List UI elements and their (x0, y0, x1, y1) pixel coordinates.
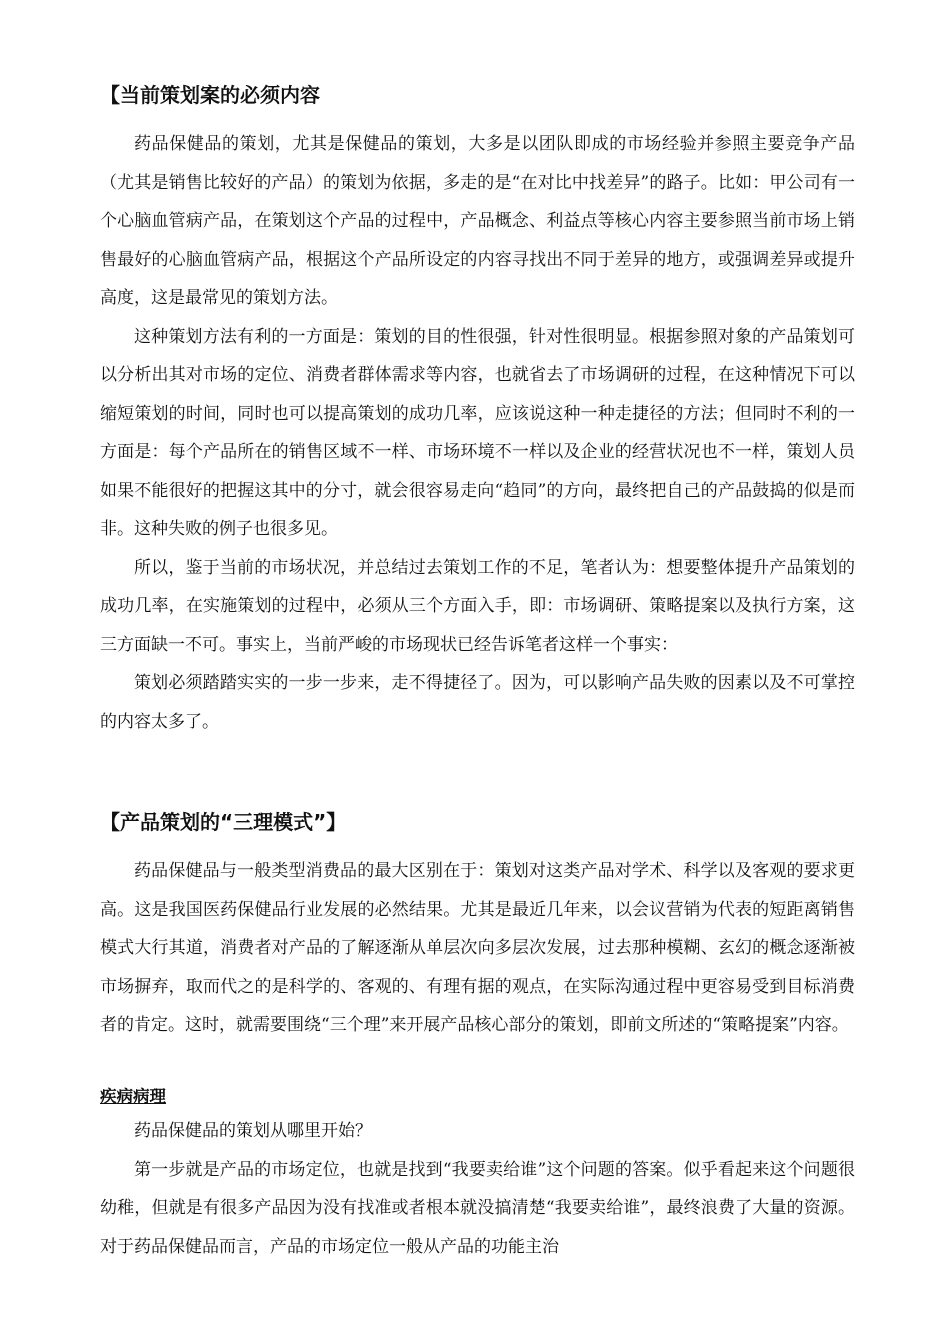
paragraph: 药品保健品与一般类型消费品的最大区别在于：策划对这类产品对学术、科学以及客观的要求更高。这是我国医药保健品行业发展的必然结果。尤其是最近几年来，以会议营销为代表的短距离销售模式大行其道，消费者对产品的了解逐渐从单层次向多层次发展，过去那种模糊、玄幻的概念逐渐被市场摒弃，取而代之的是科学的、客观的、有理有据的观点，在实际沟通过程中更容易受到目标消费者的肯定。这时，就需要围绕“三个理”来开展产品核心部分的策划，即前文所述的“策略提案”内容。 (100, 861, 855, 1035)
paragraph: 策划必须踏踏实实的一步一步来，走不得捷径了。因为，可以影响产品失败的因素以及不可掌控的内容太多了。 (100, 673, 855, 732)
section-heading-required-content: 【当前策划案的必须内容 (100, 83, 320, 107)
paragraph: 药品保健品的策划，尤其是保健品的策划，大多是以团队即成的市场经验并参照主要竞争产品（尤其是销售比较好的产品）的策划为依据，多走的是“在对比中找差异”的路子。比如：甲公司有一个心脑血管病产品，在策划这个产品的过程中，产品概念、利益点等核心内容主要参照当前市场上销售最好的心脑血管病产品，根据这个产品所设定的内容寻找出不同于差异的地方，或强调差异或提升高度，这是最常见的策划方法。 (100, 134, 855, 308)
paragraph: 这种策划方法有利的一方面是：策划的目的性很强，针对性很明显。根据参照对象的产品策划可以分析出其对市场的定位、消费者群体需求等内容，也就省去了市场调研的过程，在这种情况下可以缩短策划的时间，同时也可以提高策划的成功几率，应该说这种一种走捷径的方法；但同时不利的一方面是：每个产品所在的销售区域不一样、市场环境不一样以及企业的经营状况也不一样，策划人员如果不能很好的把握这其中的分寸，就会很容易走向“趋同”的方向，最终把自己的产品鼓捣的似是而非。这种失败的例子也很多见。 (100, 326, 855, 539)
section-body-required-content (100, 125, 855, 741)
subheading-disease-pathology: 疾病病理 (100, 1087, 166, 1106)
section-body-three-principles (100, 852, 855, 1045)
section-heading-three-principles: 【产品策划的“三理模式”】 (100, 810, 347, 834)
paragraph: 药品保健品的策划从哪里开始？ (134, 1121, 372, 1141)
paragraph: 所以，鉴于当前的市场状况，并总结过去策划工作的不足，笔者认为：想要整体提升产品策划的成功几率，在实施策划的过程中，必须从三个方面入手，即：市场调研、策略提案以及执行方案，这三方面缺一不可。事实上，当前严峻的市场现状已经告诉笔者这样一个事实： (100, 557, 855, 655)
paragraph: 第一步就是产品的市场定位，也就是找到“我要卖给谁”这个问题的答案。似乎看起来这个问题很幼稚，但就是有很多产品因为没有找准或者根本就没搞清楚“我要卖给谁”，最终浪费了大量的资源。对于药品保健品而言，产品的市场定位一般从产品的功能主治 (100, 1159, 855, 1257)
section-body-disease-pathology (100, 1112, 855, 1266)
